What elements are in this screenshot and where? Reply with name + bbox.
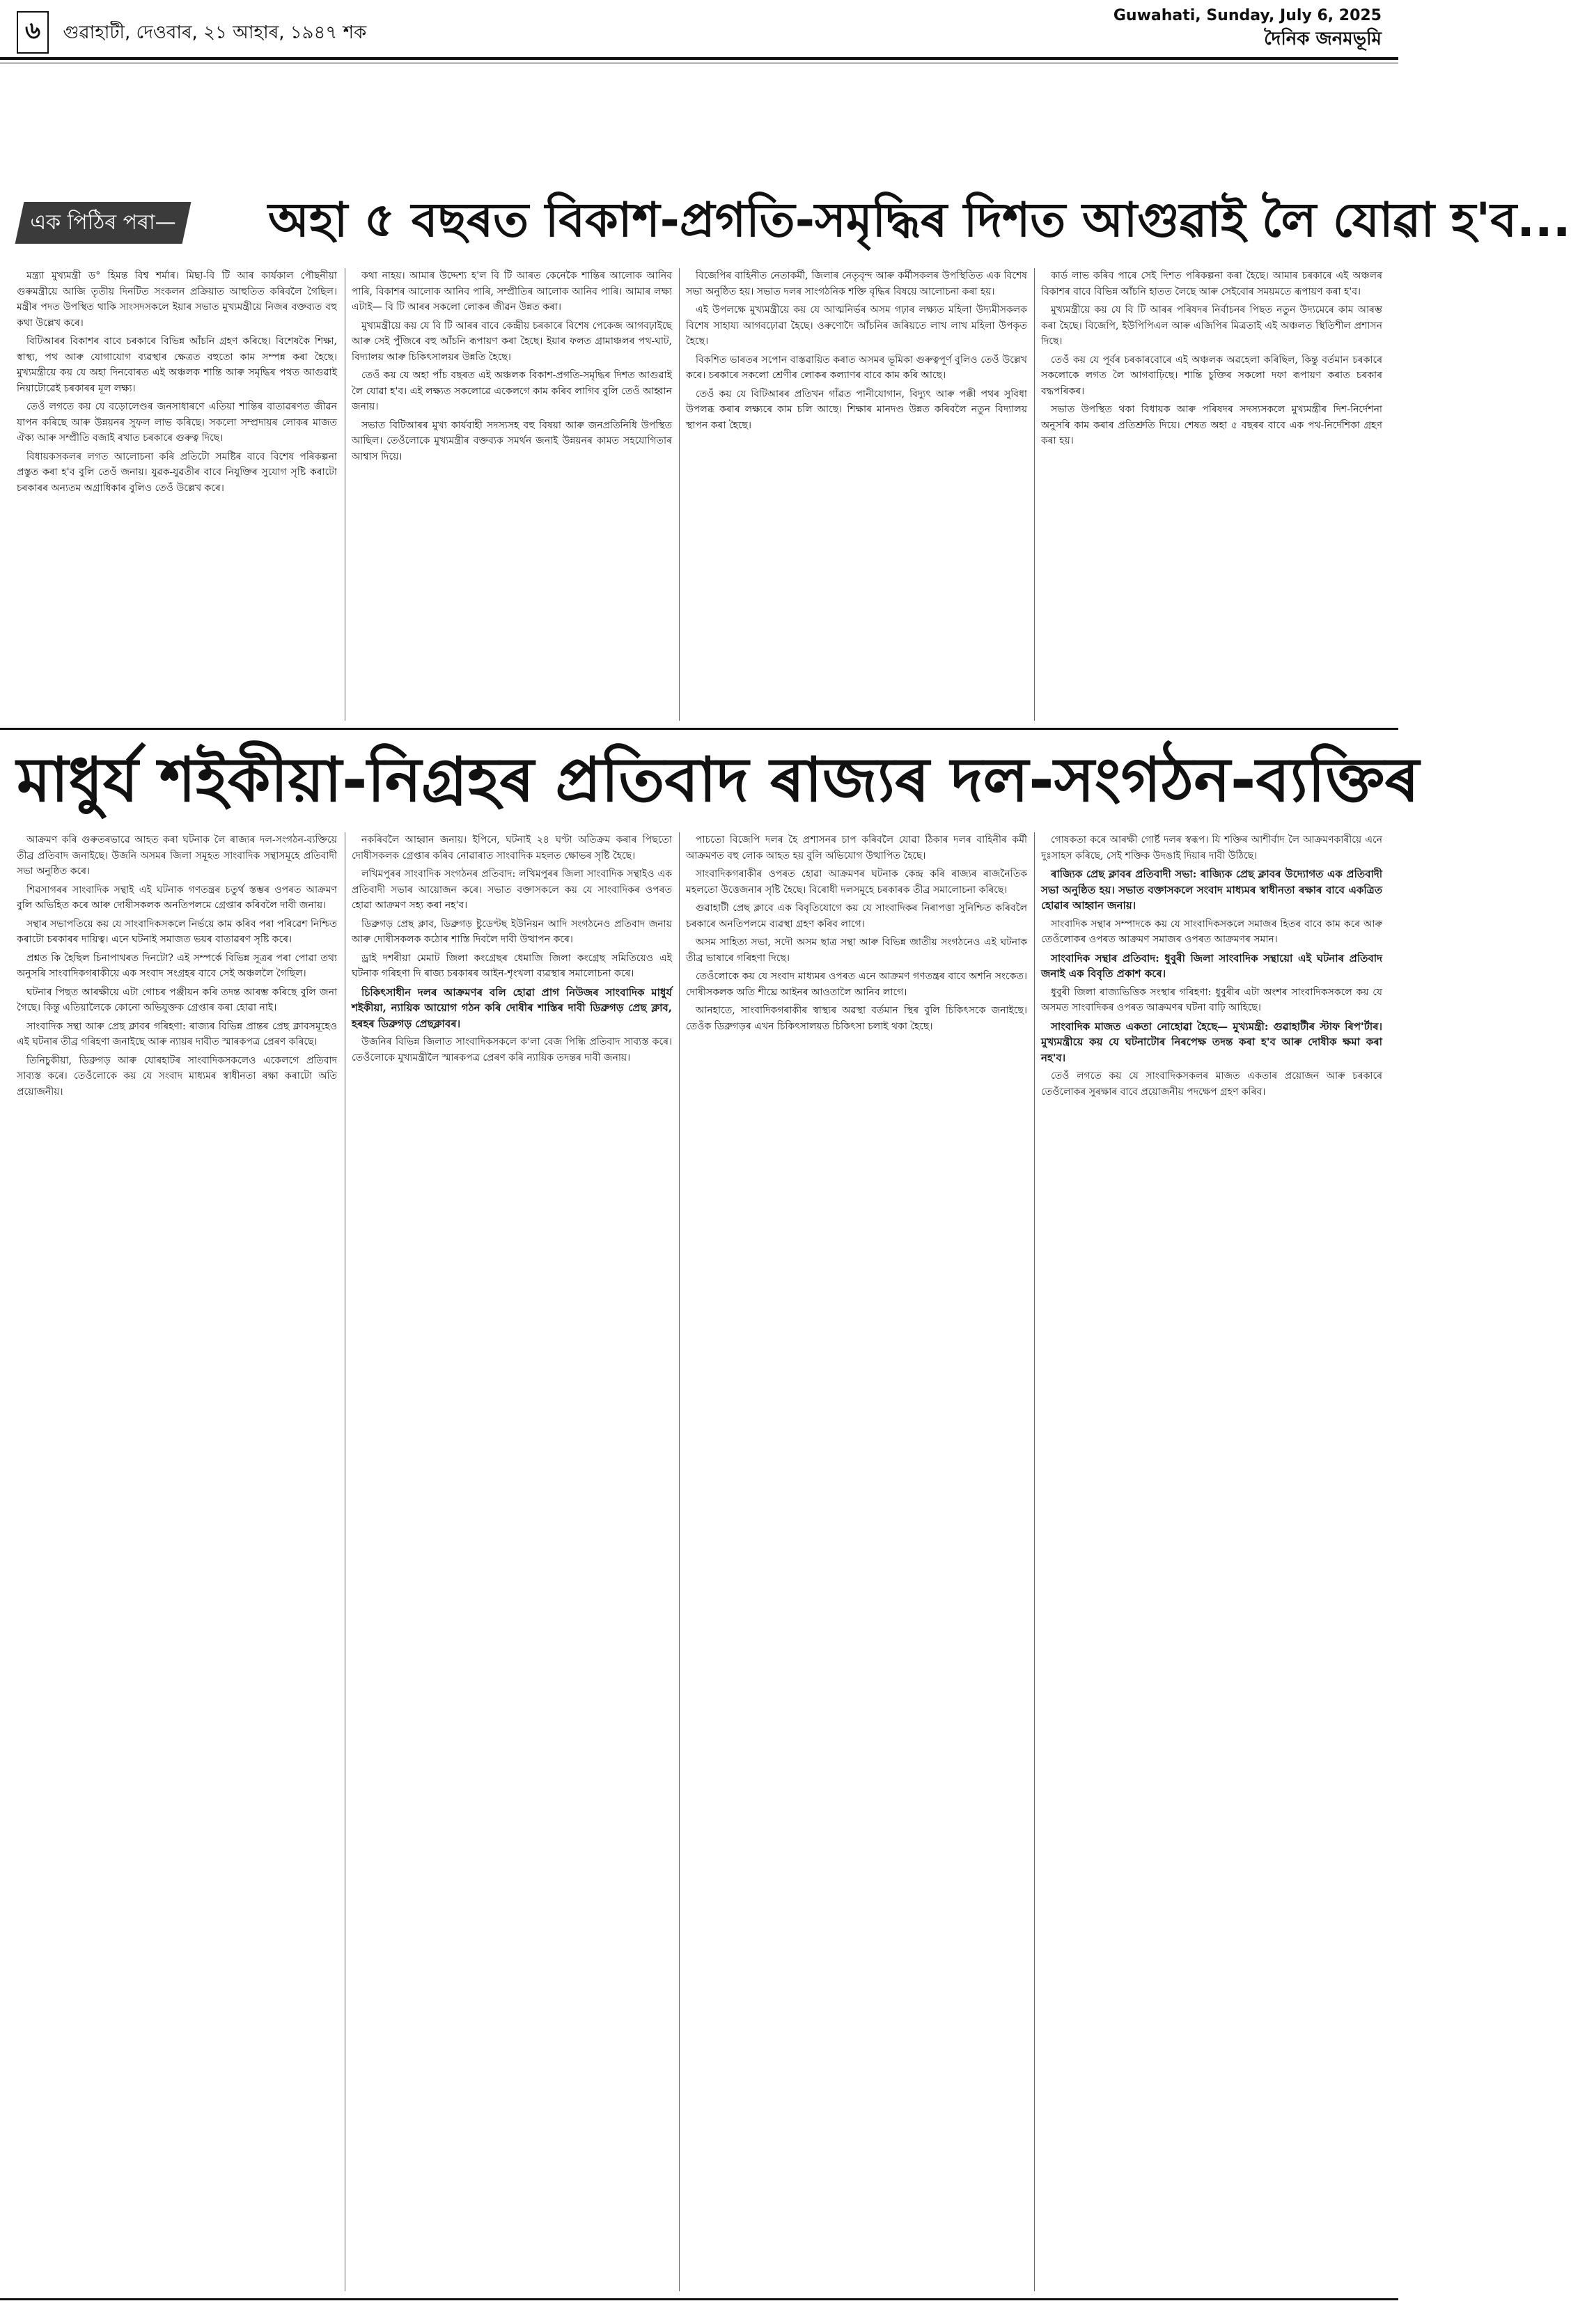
header-rule xyxy=(0,57,1398,60)
paper-name: দৈনিক জনমভূমি xyxy=(1264,29,1382,49)
paragraph: আনহাতে, সাংবাদিকগৰাকীৰ স্বাস্থ্যৰ অৱস্থা বৰ্তমান স্থিৰ বুলি চিকিৎসকে জনাইছে। তেওঁক ডিব্ৰুগড়ৰ এখন চিকিৎসালয়ত চিকিৎসা চলাই থকা হৈছে। xyxy=(686,1005,1027,1032)
footer-rule xyxy=(0,2298,1398,2300)
paragraph: গুৱাহাটী প্ৰেছ ক্লাবে এক বিবৃতিযোগে কয় যে সাংবাদিকৰ নিৰাপত্তা সুনিশ্চিত কৰিবলৈ চৰকাৰে অনতিপলমে ব্যৱস্থা গ্ৰহণ কৰিব লাগে। xyxy=(686,903,1027,930)
paragraph: সাংবাদিক সন্থা আৰু প্ৰেছ ক্লাবৰ গৰিহণা: ৰাজ্যৰ বিভিন্ন প্ৰান্তৰ প্ৰেছ ক্লাবসমূহেও এই ঘটনাৰ তীব্ৰ গৰিহণা জনাইছে আৰু ন্যায়ৰ দাবীত স্মাৰকপত্ৰ প্ৰেৰণ কৰিছে। xyxy=(17,1020,337,1047)
paragraph: গোষকতা কৰে আৰক্ষী গোৰ্ষ্ট দলৰ স্বৰূপ। যি শক্তিৰ আশীৰ্বাদ লৈ আক্ৰমণকাৰীয়ে এনে দুঃসাহস কৰিছে, সেই শক্তিক উদঙাই দিয়াৰ দাবী উঠিছে। xyxy=(1041,834,1382,861)
column-divider xyxy=(1034,832,1035,2291)
article1-col-4 xyxy=(1041,268,1382,721)
paragraph: ড্ৰাই দশৰীয়া মেমাট জিলা কংগ্ৰেছৰ ধেমাজি জিলা কংগ্ৰেছ সমিতিয়েও এই ঘটনাক গৰিহণা দি ৰাজ্য চৰকাৰৰ আইন-শৃংখলা ব্যৱস্থাৰ সমালোচনা কৰে। xyxy=(352,952,672,979)
paragraph: অসম সাহিত্য সভা, সদৌ অসম ছাত্ৰ সন্থা আৰু বিভিন্ন জাতীয় সংগঠনেও এই ঘটনাক তীব্ৰ ভাষাৰে গৰিহণা দিছে। xyxy=(686,937,1027,964)
column-divider xyxy=(679,832,680,2291)
paragraph: ডিব্ৰুগড় প্ৰেছ ক্লাব, ডিব্ৰুগড় ষ্টুডেণ্টছ ইউনিয়ন আদি সংগঠনেও প্ৰতিবাদ জনায় আৰু দোষীসকলক কঠোৰ শাস্তি দিবলৈ দাবী উত্থাপন কৰে। xyxy=(352,918,672,945)
article1-col-1 xyxy=(17,268,337,721)
section-rule xyxy=(0,728,1398,730)
article1-headline: অহা ৫ বছৰত বিকাশ-প্ৰগতি-সমৃদ্ধিৰ দিশত আগুৱাই লৈ যোৱা হ'ব... xyxy=(268,193,1571,248)
paragraph: লখিমপুৰৰ সাংবাদিক সংগঠনৰ প্ৰতিবাদ: লখিমপুৰৰ জিলা সাংবাদিক সন্থাইও এক প্ৰতিবাদী সভাৰ আয়োজন কৰে। সভাত বক্তাসকলে কয় যে সাংবাদিকৰ ওপৰত হোৱা আক্ৰমণ সহ্য কৰা নহ'ব। xyxy=(352,868,672,911)
paragraph: সাংবাদিক সন্থাৰ সম্পাদকে কয় যে সাংবাদিকসকলে সমাজৰ হিতৰ বাবে কাম কৰে আৰু তেওঁলোকৰ ওপৰত আক্ৰমণ সমাজৰ ওপৰত আক্ৰমণৰ সমান। xyxy=(1041,918,1382,945)
masthead-left xyxy=(17,11,366,54)
article1-col-3 xyxy=(686,268,1027,721)
paragraph: নকৰিবলৈ আহ্বান জনায়। ইপিনে, ঘটনাই ২৪ ঘণ্টা অতিক্ৰম কৰাৰ পিছতো দোষীসকলক গ্ৰেপ্তাৰ কৰিব নোৱাৰাত সাংবাদিক মহলত ক্ষোভৰ সৃষ্টি হৈছে। xyxy=(352,834,672,861)
paragraph: তেওঁ লগতে কয় যে বড়োলেণ্ডৰ জনসাধাৰণে এতিয়া শান্তিৰ বাতাৱৰণত জীৱন যাপন কৰিছে আৰু উন্নয়নৰ সুফল লাভ কৰিছে। সকলো সম্প্ৰদায়ৰ লোকৰ মাজত ঐক্য আৰু সম্প্ৰীতি বজাই ৰখাত চৰকাৰে গুৰুত্ব দিছে। xyxy=(17,401,337,444)
paragraph: মন্ত্ৰ্যা মুখ্যমন্ত্ৰী ড° হিমন্ত বিশ্ব শৰ্মাৰ। মিছা-বি টি আৰ কাৰ্যকাল পৌছনীয়া গুৰুমন্ত্ৰীয়ে আজি তৃতীয় দিনটিত সংকলন প্ৰক্ৰিয়াত আহুতিত কৰিবলৈ গৈছিল। মন্ত্ৰীৰ পদত উপস্থিত থাকি সাংসদসকলে ইয়াৰ সভাত মুখ্যমন্ত্ৰীয়ে নিজৰ বক্তব্যত বহু কথা উল্লেখ কৰে। xyxy=(17,270,337,329)
paragraph: শিৱসাগৰৰ সাংবাদিক সন্থাই এই ঘটনাক গণতন্ত্ৰৰ চতুৰ্থ স্তম্ভৰ ওপৰত আক্ৰমণ বুলি অভিহিত কৰে আৰু দোষীসকলক অনতিপলমে গ্ৰেপ্তাৰ কৰিবলৈ দাবী জনায়। xyxy=(17,884,337,911)
article1-col-2 xyxy=(352,268,672,721)
paragraph: সাংবাদিকগৰাকীৰ ওপৰত হোৱা আক্ৰমণৰ ঘটনাক কেন্দ্ৰ কৰি ৰাজ্যৰ ৰাজনৈতিক মহলতো উত্তেজনাৰ সৃষ্টি হৈছে। বিৰোধী দলসমূহে চৰকাৰক তীব্ৰ সমালোচনা কৰিছে। xyxy=(686,868,1027,896)
paragraph: ঘটনাৰ পিছত আৰক্ষীয়ে এটা গোচৰ পঞ্জীয়ন কৰি তদন্ত আৰম্ভ কৰিছে বুলি জনা গৈছে। কিন্তু এতিয়ালৈকে কোনো অভিযুক্তক গ্ৰেপ্তাৰ কৰা হোৱা নাই। xyxy=(17,986,337,1013)
paragraph: বিকশিত ভাৰতৰ সপোন বাস্তৱায়িত কৰাত অসমৰ ভূমিকা গুৰুত্বপূৰ্ণ বুলিও তেওঁ উল্লেখ কৰে। চৰকাৰে সকলো শ্ৰেণীৰ লোকৰ কল্যাণৰ বাবে কাম কৰি আছে। xyxy=(686,354,1027,381)
column-divider xyxy=(679,268,680,721)
date-english: Guwahati, Sunday, July 6, 2025 xyxy=(1113,7,1382,24)
paragraph: তেওঁ কয় যে অহা পাঁচ বছৰত এই অঞ্চলক বিকাশ-প্ৰগতি-সমৃদ্ধিৰ দিশত আগুৱাই লৈ যোৱা হ'ব। এই লক্ষ্যত সকলোৱে একেলগে কাম কৰিব লাগিব বুলি তেওঁ আহ্বান জনায়। xyxy=(352,370,672,412)
subheading: সাংবাদিক সন্থাৰ প্ৰতিবাদ: ধুবুৰী জিলা সাংবাদিক সন্থায়ো এই ঘটনাৰ প্ৰতিবাদ জনাই এক বিবৃতি প্ৰকাশ কৰে। xyxy=(1041,951,1382,980)
paragraph: সভাত বিটিআৰৰ মুখ্য কাৰ্যবাহী সদস্যসহ বহু বিষয়া আৰু জনপ্ৰতিনিধি উপস্থিত আছিল। তেওঁলোকে মুখ্যমন্ত্ৰীৰ বক্তব্যক সমৰ্থন জনাই উন্নয়নৰ কামত সহযোগিতাৰ আশ্বাস দিয়ে। xyxy=(352,419,672,462)
date-assamese: গুৱাহাটী, দেওবাৰ, ২১ আহাৰ, ১৯৪৭ শক xyxy=(63,22,367,43)
article2-col-4 xyxy=(1041,832,1382,2291)
article2-col-2 xyxy=(352,832,672,2291)
paragraph: তেওঁলোকে কয় যে সংবাদ মাধ্যমৰ ওপৰত এনে আক্ৰমণ গণতন্ত্ৰৰ বাবে অশনি সংকেত। দোষীসকলক অতি শীঘ্ৰে আইনৰ আওতালৈ আনিব লাগে। xyxy=(686,971,1027,998)
paragraph: সভাত উপস্থিত থকা বিধায়ক আৰু পৰিষদৰ সদস্যসকলে মুখ্যমন্ত্ৰীৰ দিশ-নিৰ্দেশনা অনুসৰি কাম কৰাৰ প্ৰতিশ্ৰুতি দিয়ে। শেষত অহা ৫ বছৰৰ বাবে এক পথ-নিৰ্দেশিকা গ্ৰহণ কৰা হয়। xyxy=(1041,404,1382,446)
subheading: চিকিৎসাধীন দলৰ আক্ৰমণৰ বলি হোৱা প্ৰাগ নিউজৰ সাংবাদিক মাধুৰ্য শইকীয়া, ন্যায়িক আয়োগ গঠন কৰি দোষীৰ শাস্তিৰ দাবী ডিব্ৰুগড় প্ৰেছ ক্লাব, হৰহৰ ডিব্ৰুগড় প্ৰেছক্লাবৰ। xyxy=(352,985,672,1030)
article2-col-3 xyxy=(686,832,1027,2291)
paragraph: প্ৰশ্নত কি হৈছিল চিনাপাথৰত দিনটো? এই সম্পৰ্কে বিভিন্ন সূত্ৰৰ পৰা পোৱা তথ্য অনুসৰি সাংবাদিকগৰাকীয়ে এক সংবাদ সংগ্ৰহৰ বাবে সেই অঞ্চললৈ গৈছিল। xyxy=(17,952,337,979)
subheading: ৰাজ্যিক প্ৰেছ ক্লাবৰ প্ৰতিবাদী সভা: ৰাজ্যিক প্ৰেছ ক্লাবৰ উদ্যোগত এক প্ৰতিবাদী সভা অনুষ্ঠিত হয়। সভাত বক্তাসকলে সংবাদ মাধ্যমৰ স্বাধীনতা ৰক্ষাৰ বাবে একত্ৰিত হোৱাৰ আহ্বান জনায়। xyxy=(1041,868,1382,912)
column-divider xyxy=(1034,268,1035,721)
paragraph: ধুবুৰী জিলা ৰাজ্যভিত্তিক সংস্থাৰ গৰিহণা: ধুবুৰীৰ এটা অংশৰ সাংবাদিকসকলে কয় যে অসমত সাংবাদিকৰ ওপৰত আক্ৰমণৰ ঘটনা বাঢ়ি আহিছে। xyxy=(1041,986,1382,1013)
paragraph: মুখ্যমন্ত্ৰীয়ে কয় যে বি টি আৰৰ বাবে কেন্দ্ৰীয় চৰকাৰে বিশেষ পেকেজ আগবঢ়াইছে আৰু সেই পুঁজিৰে বহু আঁচনি ৰূপায়ণ কৰা হৈছে। ইয়াৰ ফলত গ্ৰামাঞ্চলৰ পথ-ঘাট, বিদ্যালয় আৰু চিকিৎসালয়ৰ উন্নতি হৈছে। xyxy=(352,320,672,363)
paragraph: আক্ৰমণ কৰি গুৰুতৰভাৱে আহত কৰা ঘটনাক লৈ ৰাজ্যৰ দল-সংগঠন-ব্যক্তিয়ে তীব্ৰ প্ৰতিবাদ জনাইছে। উজনি অসমৰ জিলা সমূহত সাংবাদিক সন্থাসমূহে প্ৰতিবাদী সভা অনুষ্ঠিত কৰে। xyxy=(17,834,337,877)
paragraph: বিটিআৰৰ বিকাশৰ বাবে চৰকাৰে বিভিন্ন আঁচনি গ্ৰহণ কৰিছে। বিশেষকৈ শিক্ষা, স্বাস্থ্য, পথ আৰু যোগাযোগ ব্যৱস্থাৰ ক্ষেত্ৰত বহুতো কাম সম্পন্ন কৰা হৈছে। মুখ্যমন্ত্ৰীয়ে কয় যে অহা দিনবোৰত এই অঞ্চলক শান্তি আৰু সমৃদ্ধিৰ পথত আগুৱাই নিয়াটোৱেই চৰকাৰৰ মূল লক্ষ্য। xyxy=(17,336,337,394)
paragraph: মুখ্যমন্ত্ৰীয়ে কয় যে বি টি আৰৰ পৰিষদৰ নিৰ্বাচনৰ পিছত নতুন উদ্যমেৰে কাম আৰম্ভ কৰা হৈছে। বিজেপি, ইউপিপিএল আৰু এজিপিৰ মিত্ৰতাই এই অঞ্চলত স্থিতিশীল প্ৰশাসন দিছে। xyxy=(1041,304,1382,347)
continued-tag: এক পিঠিৰ পৰা— xyxy=(15,202,192,244)
masthead-right xyxy=(1113,7,1382,55)
paragraph: তেওঁ লগতে কয় যে সাংবাদিকসকলৰ মাজত একতাৰ প্ৰয়োজন আৰু চৰকাৰে তেওঁলোকৰ সুৰক্ষাৰ বাবে প্ৰয়োজনীয় পদক্ষেপ গ্ৰহণ কৰিব। xyxy=(1041,1070,1382,1098)
article2-headline: মাধুৰ্য শইকীয়া-নিগ্ৰহৰ প্ৰতিবাদ ৰাজ্যৰ দল-সংগঠন-ব্যক্তিৰ xyxy=(17,744,1420,816)
paragraph: কথা নাহয়। আমাৰ উদ্দেশ্য হ'ল বি টি আৰত কেনেকৈ শান্তিৰ আলোক আনিব পাৰি, বিকাশৰ আলোক আনিব পাৰি, সম্প্ৰীতিৰ আলোক আনিব পাৰি। আমাৰ লক্ষ্য এটাই— বি টি আৰৰ সকলো লোকৰ জীৱন উন্নত কৰা। xyxy=(352,270,672,313)
paragraph: সন্থাৰ সভাপতিয়ে কয় যে সাংবাদিকসকলে নিৰ্ভয়ে কাম কৰিব পৰা পৰিৱেশ নিশ্চিত কৰাটো চৰকাৰৰ দায়িত্ব। এনে ঘটনাই সমাজত ভয়ৰ বাতাৱৰণ সৃষ্টি কৰে। xyxy=(17,918,337,945)
paragraph: পাচতো বিজেপি দলৰ হৈ প্ৰশাসনৰ চাপ কৰিবলৈ যোৱা ঠিকাৰ দলৰ বাহিনীৰ কৰ্মী আক্ৰমণত বহু লোক আহত হয় বুলি অভিযোগ উত্থাপিত হৈছে। xyxy=(686,834,1027,861)
paragraph: এই উপলক্ষে মুখ্যমন্ত্ৰীয়ে কয় যে আত্মনিৰ্ভৰ অসম গঢ়াৰ লক্ষ্যত মহিলা উদ্যমীসকলক বিশেষ সাহায্য আগবঢ়োৱা হৈছে। ওৰুণোদৈ আঁচনিৰ জৰিয়তে লাখ লাখ মহিলা উপকৃত হৈছে। xyxy=(686,304,1027,347)
paragraph: তেওঁ কয় যে পূৰ্বৰ চৰকাৰবোৰে এই অঞ্চলক অৱহেলা কৰিছিল, কিন্তু বৰ্তমান চৰকাৰে সকলোকে লগত লৈ আগবাঢ়িছে। শান্তি চুক্তিৰ সকলো দফা ৰূপায়ণ কৰাত চৰকাৰ বদ্ধপৰিকৰ। xyxy=(1041,354,1382,397)
subheading: সাংবাদিক মাজত একতা নোহোৱা হৈছে— মুখ্যমন্ত্ৰী: গুৱাহাটীৰ স্টাফ ৰিপ'ৰ্টাৰ। মুখ্যমন্ত্ৰীয়ে কয় যে ঘটনাটোৰ নিৰপেক্ষ তদন্ত কৰা হ'ব আৰু দোষীক ক্ষমা কৰা নহ'ব। xyxy=(1041,1020,1382,1064)
paragraph: তেওঁ কয় যে বিটিআৰৰ প্ৰতিখন গাঁৱত পানীযোগান, বিদ্যুৎ আৰু পক্কী পথৰ সুবিধা উপলব্ধ কৰাৰ লক্ষ্যৰে কাম চলি আছে। শিক্ষাৰ মানদণ্ড উন্নত কৰিবলৈ নতুন বিদ্যালয় স্থাপন কৰা হৈছে। xyxy=(686,388,1027,431)
paragraph: কাৰ্ড লাভ কৰিব পাৰে সেই দিশত পৰিকল্পনা কৰা হৈছে। আমাৰ চৰকাৰে এই অঞ্চলৰ বিকাশৰ বাবে বিভিন্ন আঁচনি হাতত লৈছে আৰু সেইবোৰ সময়মতে ৰূপায়ণ কৰা হ'ব। xyxy=(1041,270,1382,297)
page-number: ৬ xyxy=(17,11,49,54)
paragraph: বিজেপিৰ বাহিনীত নেতাকৰ্মী, জিলাৰ নেতৃবৃন্দ আৰু কৰ্মীসকলৰ উপস্থিতিত এক বিশেষ সভা অনুষ্ঠিত হয়। সভাত দলৰ সাংগঠনিক শক্তি বৃদ্ধিৰ বিষয়ে আলোচনা কৰা হয়। xyxy=(686,270,1027,297)
paragraph: উজনিৰ বিভিন্ন জিলাত সাংবাদিকসকলে ক'লা বেজ পিন্ধি প্ৰতিবাদ সাব্যস্ত কৰে। তেওঁলোকে মুখ্যমন্ত্ৰীলৈ স্মাৰকপত্ৰ প্ৰেৰণ কৰি ন্যায়িক তদন্তৰ দাবী জনায়। xyxy=(352,1036,672,1063)
paragraph: বিধায়কসকলৰ লগত আলোচনা কৰি প্ৰতিটো সমষ্টিৰ বাবে বিশেষ পৰিকল্পনা প্ৰস্তুত কৰা হ'ব বুলি তেওঁ জনায়। যুৱক-যুৱতীৰ বাবে নিযুক্তিৰ সুযোগ সৃষ্টি কৰাটো চৰকাৰৰ অন্যতম অগ্ৰাধিকাৰ বুলিও তেওঁ উল্লেখ কৰে। xyxy=(17,451,337,494)
paragraph: তিনিচুকীয়া, ডিব্ৰুগড় আৰু যোৰহাটৰ সাংবাদিকসকলেও একেলগে প্ৰতিবাদ সাব্যস্ত কৰে। তেওঁলোকে কয় যে সংবাদ মাধ্যমৰ স্বাধীনতা ৰক্ষা কৰাটো অতি প্ৰয়োজনীয়। xyxy=(17,1054,337,1098)
article2-col-1 xyxy=(17,832,337,2291)
